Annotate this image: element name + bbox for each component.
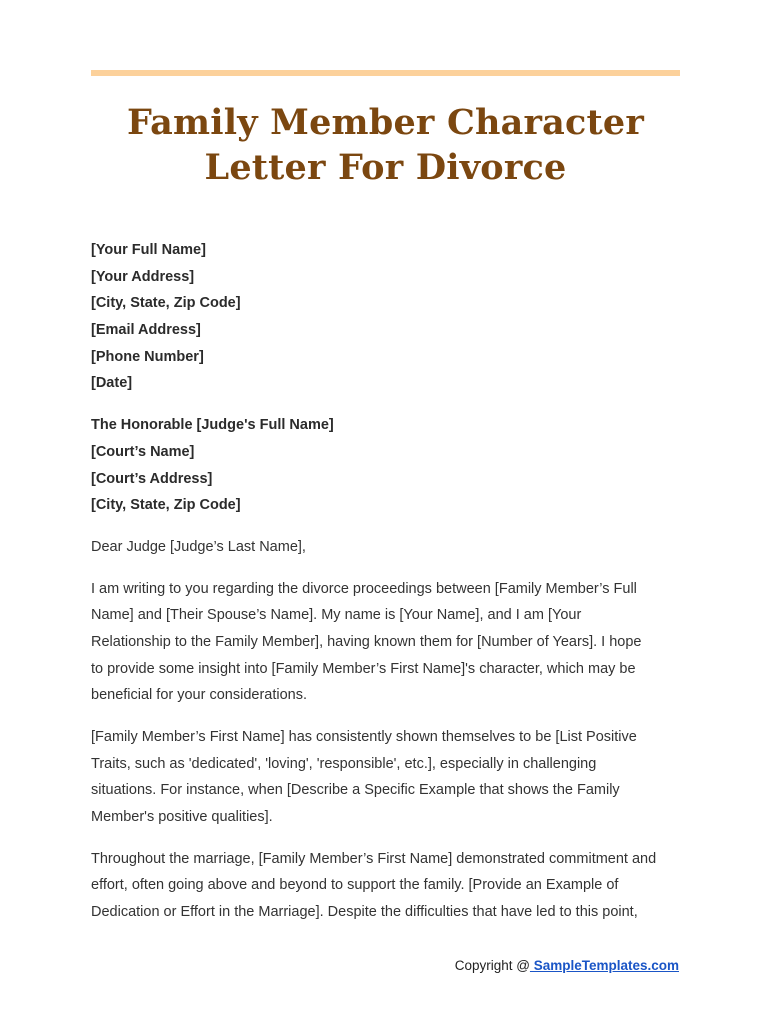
- paragraph-line: Traits, such as 'dedicated', 'loving', 'responsible', etc.], especially in challenging: [91, 755, 597, 772]
- paragraph-line: Dedication or Effort in the Marriage]. Despite the difficulties that have led to this point,: [91, 904, 638, 921]
- recipient-city-state-zip: [City, State, Zip Code]: [91, 497, 241, 514]
- sampletemplates-link[interactable]: SampleTemplates.com: [529, 958, 679, 973]
- paragraph-line: I am writing to you regarding the divorce proceedings between [Family Member’s Full: [91, 580, 637, 597]
- salutation-text: Dear Judge [Judge’s Last Name],: [91, 538, 306, 555]
- letter-date: [Date]: [91, 375, 133, 392]
- top-accent-rule: [91, 70, 680, 76]
- paragraph-marriage-commitment: [91, 846, 691, 926]
- sender-city-state-zip: [City, State, Zip Code]: [91, 295, 241, 312]
- title-line-2: Letter For Divorce: [204, 147, 567, 188]
- sender-address: [Your Address]: [91, 268, 195, 285]
- title-line-1: Family Member Character: [126, 102, 645, 143]
- paragraph-line: Member's positive qualities].: [91, 809, 273, 826]
- sender-email: [Email Address]: [91, 322, 201, 339]
- letter-body: [91, 237, 691, 941]
- recipient-judge-name: The Honorable [Judge's Full Name]: [91, 417, 334, 434]
- copyright-text: Copyright @: [454, 958, 530, 973]
- paragraph-introduction: [91, 576, 691, 709]
- document-title: [91, 100, 680, 190]
- sender-phone: [Phone Number]: [91, 348, 204, 365]
- paragraph-line: effort, often going above and beyond to support the family. [Provide an Example of: [91, 877, 619, 894]
- copyright-footer: [455, 958, 679, 973]
- paragraph-line: beneficial for your considerations.: [91, 687, 308, 704]
- recipient-court-address: [Court’s Address]: [91, 470, 213, 487]
- paragraph-line: to provide some insight into [Family Member’s First Name]'s character, which may be: [91, 660, 636, 677]
- sender-address-block: [91, 237, 691, 397]
- paragraph-line: Relationship to the Family Member], having known them for [Number of Years]. I hope: [91, 633, 642, 650]
- paragraph-line: [Family Member’s First Name] has consistently shown themselves to be [List Positive: [91, 729, 637, 745]
- paragraph-character-traits: [91, 724, 691, 831]
- sender-full-name: [Your Full Name]: [91, 242, 206, 258]
- recipient-court-name: [Court’s Name]: [91, 443, 195, 460]
- paragraph-line: Name] and [Their Spouse’s Name]. My name is [Your Name], and I am [Your: [91, 607, 582, 624]
- recipient-address-block: [91, 412, 691, 519]
- paragraph-line: Throughout the marriage, [Family Member’s First Name] demonstrated commitment and: [91, 850, 657, 867]
- salutation: [91, 534, 691, 561]
- paragraph-line: situations. For instance, when [Describe a Specific Example that shows the Family: [91, 782, 620, 799]
